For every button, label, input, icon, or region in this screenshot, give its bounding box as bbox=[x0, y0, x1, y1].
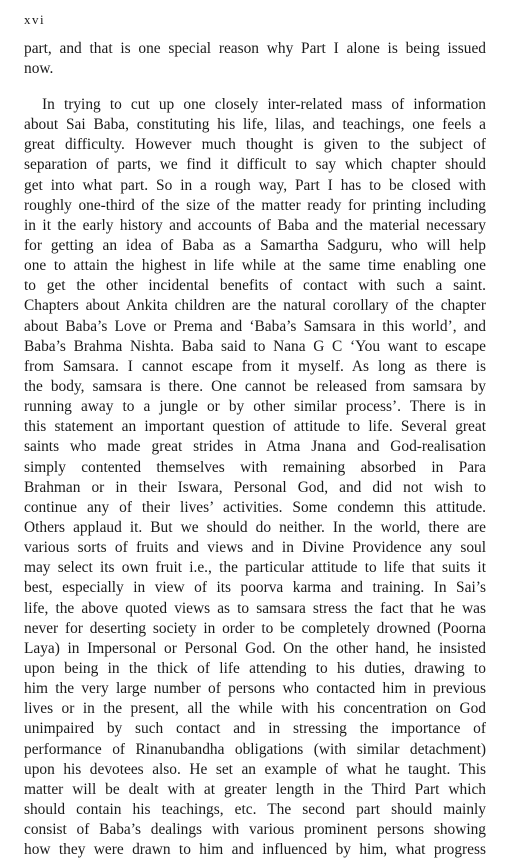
text-line: roughly one-third of the size of the matter ready for printing including bbox=[24, 196, 486, 214]
text-line: Others applaud it. But we should do neither. In the world, there are bbox=[24, 518, 486, 536]
text-line: how they were drawn to him and influenced by him, what progress bbox=[24, 841, 486, 859]
text-line: may select its own fruit i.e., the particular attitude to life that suits it bbox=[24, 559, 486, 577]
text-line: consist of Baba’s dealings with various prominent persons showing bbox=[24, 821, 486, 839]
page-number: xvi bbox=[24, 12, 46, 27]
text-line: In trying to cut up one closely inter-related mass of information bbox=[42, 96, 486, 113]
text-line: Brahman or in their Iswara, Personal God, and did not wish to bbox=[24, 478, 486, 496]
text-line: separation of parts, we find it difficult to say which chapter should bbox=[24, 156, 486, 174]
text-line: Laya) in Impersonal or Personal God. On the other hand, he insisted bbox=[24, 639, 486, 657]
paragraph-main bbox=[24, 95, 486, 860]
text-line: to get the other incidental benefits of contact with such a saint. bbox=[24, 277, 486, 295]
text-line: upon being in the thick of life attending to his duties, drawing to bbox=[24, 659, 486, 677]
text-line: never for deserting society in order to be completely drowned (Poorna bbox=[24, 619, 486, 637]
text-line: part, and that is one special reason why Part I alone is being issued bbox=[24, 40, 486, 57]
paragraph-continuation bbox=[24, 39, 486, 79]
text-line: continue any of their lives’ activities. Some condemn this attitude. bbox=[24, 498, 486, 516]
text-line: life, the above quoted views as to samsara stress the fact that he was bbox=[24, 599, 486, 617]
text-line: unimpaired by such contact and in stressing the importance of bbox=[24, 720, 486, 738]
text-line: simply contented themselves with remaining absorbed in Para bbox=[24, 458, 486, 476]
text-line: for getting an idea of Baba as a Samartha Sadguru, who will help bbox=[24, 236, 486, 254]
text-line: performance of Rinanubandha obligations (with similar detachment) bbox=[24, 740, 486, 758]
text-line: one to attain the highest in life while at the same time enabling one bbox=[24, 257, 486, 275]
text-line: get into what part. So in a rough way, Part I has to be closed with bbox=[24, 176, 486, 194]
text-line: should contain his teachings, etc. The second part should mainly bbox=[24, 800, 486, 818]
text-line: matter will be dealt with at greater length in the Third Part which bbox=[24, 780, 486, 798]
text-line: running away to a jungle or by other similar process’. There is in bbox=[24, 398, 486, 416]
text-line: in it the early history and accounts of Baba and the material necessary bbox=[24, 216, 486, 234]
text-line: best, especially in view of its poorva karma and training. In Sai’s bbox=[24, 579, 486, 597]
text-line: about Sai Baba, constituting his life, lilas, and teachings, one feels a bbox=[24, 116, 486, 134]
text-line: the body, samsara is there. One cannot be released from samsara by bbox=[24, 377, 486, 395]
text-line: this statement an important question of attitude to life. Several great bbox=[24, 418, 486, 436]
text-line: lives or in the present, all the while with his concentration on God bbox=[24, 700, 486, 718]
text-line: him the very large number of persons who contacted him in previous bbox=[24, 680, 486, 698]
text-line: about Baba’s Love or Prema and ‘Baba’s Samsara in this world’, and bbox=[24, 317, 486, 335]
text-line: upon his devotees also. He set an example of what he taught. This bbox=[24, 760, 486, 778]
text-line: Chapters about Ankita children are the natural corollary of the chapter bbox=[24, 297, 486, 315]
text-line: great difficulty. However much thought is given to the subject of bbox=[24, 136, 486, 154]
text-line: saints who made great strides in Atma Jnana and God-realisation bbox=[24, 438, 486, 456]
text-line: various sorts of fruits and views and in Divine Providence any soul bbox=[24, 539, 486, 557]
text-line: now. bbox=[24, 60, 54, 78]
text-line: Baba’s Brahma Nishta. Baba said to Nana G C ‘You want to escape bbox=[24, 337, 486, 355]
text-line: from Samsara. I cannot escape from it myself. As long as there is bbox=[24, 357, 486, 375]
